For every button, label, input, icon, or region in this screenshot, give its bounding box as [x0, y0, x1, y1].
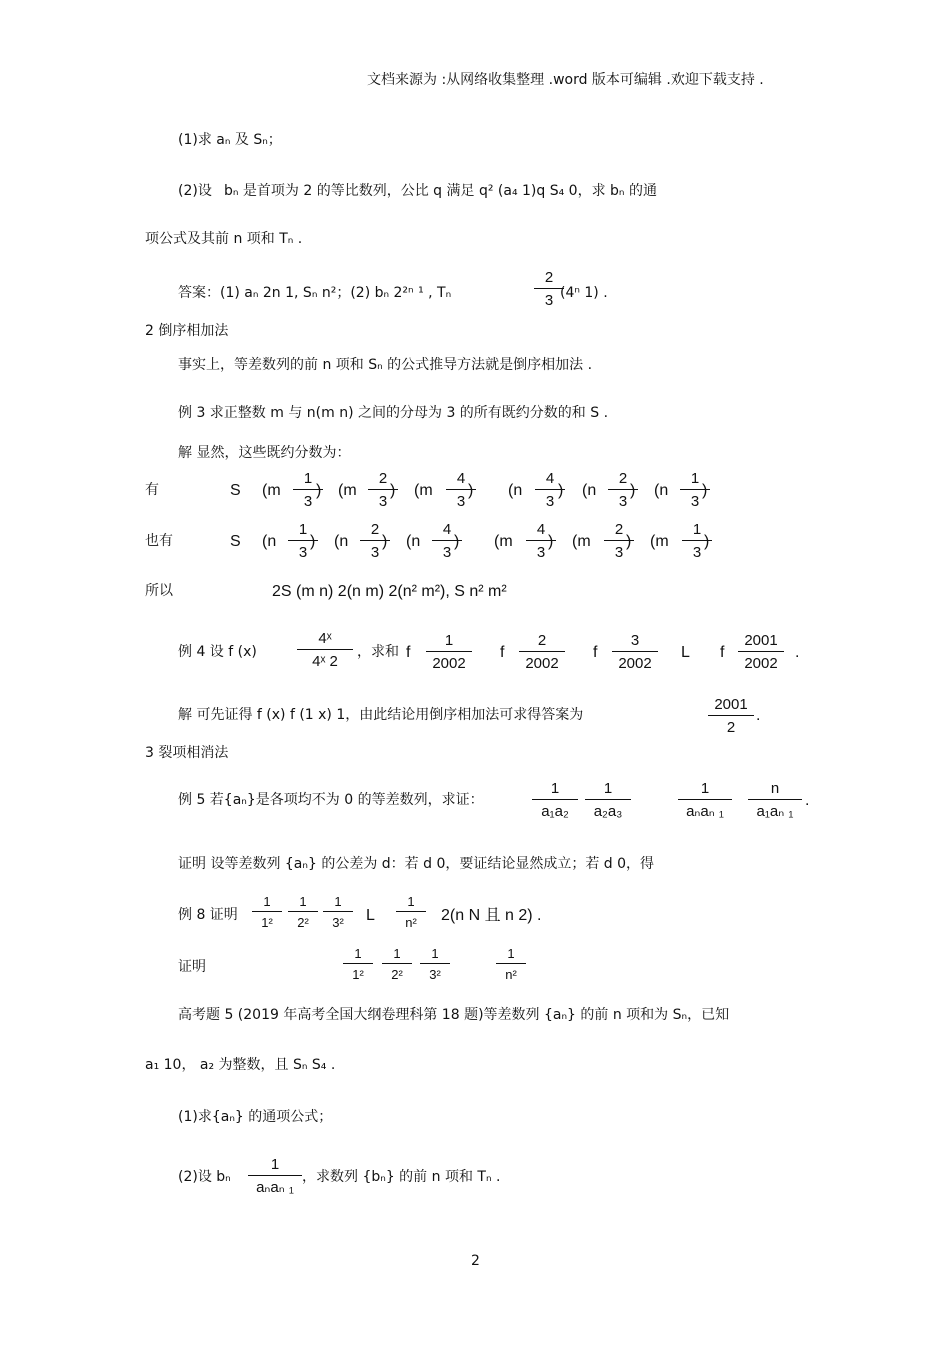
gaokao-5-q1: (1)求{aₙ} 的通项公式； [178, 1109, 333, 1125]
frac-1-a2a3: 1 a₂a₃ [585, 781, 631, 819]
label-you: 有 [145, 482, 159, 498]
frac-1-3sq: 1 3² [420, 947, 450, 981]
gaokao-5-q2-end: ，求数列 {bₙ} 的前 n 项和 Tₙ . [302, 1169, 501, 1185]
period: . [805, 792, 810, 809]
frac-2-3: 2 3 [604, 522, 634, 560]
period: . [756, 707, 761, 724]
frac-2-2002: 2 2002 [519, 633, 565, 671]
f-label: f [500, 644, 505, 661]
paragraph-reverse-sum: 事实上，等差数列的前 n 项和 Sₙ 的公式推导方法就是倒序相加法 . [178, 357, 593, 373]
gaokao-5: 高考题 5 (2019 年高考全国大纲卷理科第 18 题)等差数列 {aₙ} 的前 n 项和为 Sₙ，已知 [178, 1007, 730, 1023]
frac-1-3: 1 3 [680, 471, 710, 509]
frac-1-anan1: 1 aₙaₙ ₁ [248, 1157, 302, 1195]
frac-1-2sq: 1 2² [288, 895, 318, 929]
frac-4-3: 4 3 [432, 522, 462, 560]
frac-1-3sq: 1 3² [323, 895, 353, 929]
frac-1-a1a2: 1 a₁a₂ [532, 781, 578, 819]
term-close: ) [558, 482, 564, 499]
term-close: ) [626, 533, 632, 550]
sum-s-1: S [230, 482, 241, 499]
frac-1-3: 1 3 [288, 522, 318, 560]
frac-2-3: 2 3 [360, 522, 390, 560]
frac-1-1sq: 1 1² [343, 947, 373, 981]
term-open: (n [262, 533, 277, 550]
fx-fraction: 4ˣ 4ˣ 2 [297, 631, 353, 669]
f-label: f [593, 644, 598, 661]
frac-1-2002: 1 2002 [426, 633, 472, 671]
solution-3: 解 显然，这些既约分数为： [178, 445, 351, 461]
term-open: (n [334, 533, 349, 550]
example-8: 例 8 证明 [178, 907, 238, 923]
frac-2001-2002: 2001 2002 [738, 633, 784, 671]
sum-s-2: S [230, 533, 241, 550]
term-open: (m [650, 533, 669, 550]
frac-4-3: 4 3 [446, 471, 476, 509]
term-close: ) [316, 482, 322, 499]
term-close: ) [630, 482, 636, 499]
gaokao-5-cond: a₁ 10， a₂ 为整数，且 Sₙ S₄ . [145, 1057, 336, 1073]
term-open: (m [414, 482, 433, 499]
question-2-text: bₙ 是首项为 2 的等比数列，公比 q 满足 q² (a₄ 1)q S₄ 0，求 bₙ 的通 [224, 183, 657, 199]
term-close: ) [390, 482, 396, 499]
frac-1-1sq: 1 1² [252, 895, 282, 929]
frac-1-3: 1 3 [682, 522, 712, 560]
section-3-heading: 3 裂项相消法 [145, 745, 229, 761]
result-formula: 2S (m n) 2(n m) 2(n² m²), S n² m² [272, 583, 507, 600]
solution-4: 解 可先证得 f (x) f (1 x) 1，由此结论用倒序相加法可求得答案为 [178, 707, 584, 723]
term-close: ) [454, 533, 460, 550]
label-yeyou: 也有 [145, 533, 173, 549]
question-2-label: (2)设 [178, 183, 212, 199]
term-open: (m [572, 533, 591, 550]
term-close: ) [704, 533, 710, 550]
question-2-cont: 项公式及其前 n 项和 Tₙ . [145, 231, 303, 247]
example-3: 例 3 求正整数 m 与 n(m n) 之间的分母为 3 的所有既约分数的和 S . [178, 405, 609, 421]
example-4-sum: ，求和 [357, 644, 399, 660]
term-close: ) [468, 482, 474, 499]
frac-1-3: 1 3 [293, 471, 323, 509]
frac-2-3: 2 3 [608, 471, 638, 509]
label-suoyi: 所以 [145, 583, 173, 599]
example-5: 例 5 若{aₙ}是各项均不为 0 的等差数列，求证： [178, 792, 484, 808]
proof-8: 证明 [178, 959, 206, 975]
answer-line-end: (4ⁿ 1) . [560, 285, 608, 301]
term-close: ) [382, 533, 388, 550]
ellipsis-L: L [681, 644, 690, 661]
f-label: f [406, 644, 411, 661]
period: . [795, 644, 800, 661]
term-open: (m [494, 533, 513, 550]
answer-line: 答案：(1) aₙ 2n 1, Sₙ n²；(2) bₙ 2²ⁿ ¹ , Tₙ [178, 285, 452, 301]
answer-fraction: 2 3 [534, 270, 564, 308]
proof-5: 证明 设等差数列 {aₙ} 的公差为 d：若 d 0，要证结论显然成立；若 d 0，得 [178, 856, 655, 872]
term-open: (m [262, 482, 281, 499]
ellipsis-L: L [366, 907, 375, 924]
example-8-ineq: 2(n N 且 n 2) . [441, 907, 542, 924]
term-open: (n [654, 482, 669, 499]
page-number: 2 [471, 1253, 480, 1269]
frac-4-3: 4 3 [526, 522, 556, 560]
example-4: 例 4 设 f (x) [178, 644, 257, 660]
frac-n-a1an1: n a₁aₙ ₁ [748, 781, 802, 819]
page-header: 文档来源为 :从网络收集整理 .word 版本可编辑 .欢迎下载支持 . [367, 72, 764, 88]
frac-1-nsq: 1 n² [496, 947, 526, 981]
frac-1-2sq: 1 2² [382, 947, 412, 981]
term-open: (n [508, 482, 523, 499]
f-label: f [720, 644, 725, 661]
frac-2-3: 2 3 [368, 471, 398, 509]
term-open: (m [338, 482, 357, 499]
section-2-heading: 2 倒序相加法 [145, 323, 229, 339]
term-close: ) [548, 533, 554, 550]
frac-3-2002: 3 2002 [612, 633, 658, 671]
frac-1-nsq: 1 n² [396, 895, 426, 929]
term-open: (n [582, 482, 597, 499]
frac-4-3: 4 3 [535, 471, 565, 509]
term-open: (n [406, 533, 421, 550]
term-close: ) [310, 533, 316, 550]
gaokao-5-q2: (2)设 bₙ [178, 1169, 231, 1185]
frac-2001-2: 2001 2 [708, 697, 754, 735]
term-close: ) [702, 482, 708, 499]
question-1: (1)求 aₙ 及 Sₙ； [178, 132, 282, 148]
frac-1-anan1: 1 aₙaₙ ₁ [678, 781, 732, 819]
